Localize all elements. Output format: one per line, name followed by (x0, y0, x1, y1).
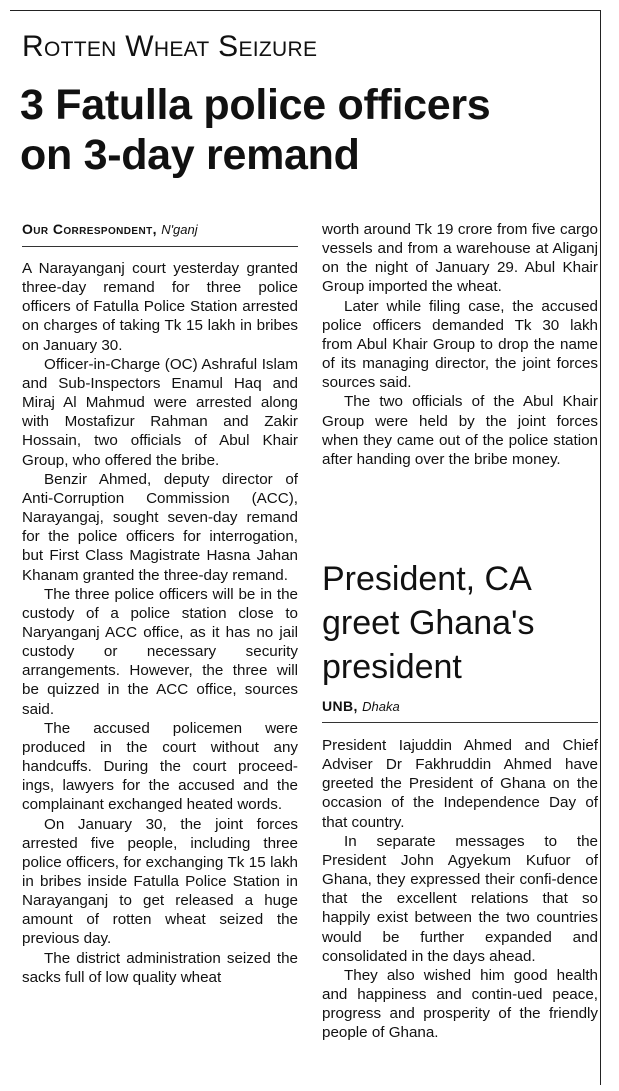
story1-byline-name: Our Correspondent, (22, 221, 157, 237)
story1-kicker: Rotten Wheat Seizure (22, 30, 318, 63)
right-border-rule (600, 10, 601, 1085)
story1-paragraph: The district administration seized the sacks full of low quality wheat (22, 949, 298, 986)
story1-paragraph: A Narayanganj court yesterday granted three-day remand for three police officers of Fatulla Police Station arrested on charges of taking Tk 15 lakh in bribes on January 30. (22, 260, 298, 354)
story1-headline (20, 80, 595, 180)
story2-byline (322, 697, 598, 716)
story2-paragraph: In separate messages to the President John Agyekum Kufuor of Ghana, they expressed their confi-dence that the excellent relations that so happily exist between the two countries would be further expanded and consolidated in the days ahead. (322, 832, 598, 965)
story2-column (322, 736, 598, 1043)
story1-column-2 (322, 220, 598, 469)
story1-paragraph: Officer-in-Charge (OC) Ashraful Islam and Sub-Inspectors Enamul Haq and Miraj Al Mahmud were arrested along with Mostafizur Rahman and Zakir Hossain, two officials of Abul Khair Group, who offered the bribe. (22, 355, 298, 469)
story1-headline-line2: on 3-day remand (20, 131, 360, 179)
story2-headline: President, CA greet Ghana's president (322, 560, 535, 686)
story1-paragraph: The two officials of the Abul Khair Group were held by the joint forces when they came out of the police station after handing over the bribe money. (322, 393, 598, 468)
story2-paragraph: President Iajuddin Ahmed and Chief Adviser Dr Fakhruddin Ahmed have greeted the President of Ghana on the occasion of the Independence Day of that country. (322, 737, 598, 831)
story2-byline-divider (322, 722, 598, 723)
story1-byline-divider (22, 246, 298, 247)
top-border-rule (10, 10, 600, 11)
story2-paragraph: They also wished him good health and happiness and contin-ued peace, progress and prosperity of the friendly people of Ghana. (322, 966, 598, 1042)
story1-paragraph-continued: worth around Tk 19 crore from five cargo vessels and from a warehouse at Aliganj on the night of January 29. Abul Khair Group imported the wheat. (322, 221, 598, 296)
story1-paragraph: The accused policemen were produced in the court without any handcuffs. During the court proceed-ings, lawyers for the accused and the complainant exchanged heated words. (22, 719, 298, 814)
story1-paragraph: The three police officers will be in the custody of a police station close to Naryanganj ACC office, as it has no jail custody or necessary security arrangements. However, the three will be quizzed in the ACC office, sources said. (22, 585, 298, 718)
story1-byline-place: N'ganj (161, 222, 198, 237)
story1-paragraph: Later while filing case, the accused police officers demanded Tk 30 lakh from Abul Khair Group to drop the name of its managing director, the joint forces sources said. (322, 297, 598, 392)
story1-paragraph: Benzir Ahmed, deputy director of Anti-Corruption Commission (ACC), Narayangaj, sought seven-day remand for the police officers for interrogation, but First Class Magistrate Hasna Jahan Khanam granted the three-day remand. (22, 470, 298, 584)
story2-byline-name: UNB, (322, 698, 358, 714)
story1-headline-line1: 3 Fatulla police officers (20, 81, 491, 129)
story2-byline-place: Dhaka (362, 699, 400, 714)
story1-column-1 (22, 259, 298, 987)
story1-byline (22, 220, 302, 239)
story1-paragraph: On January 30, the joint forces arrested five people, including three police officers, for exchanging Tk 15 lakh in bribes inside Fatulla Police Station in Narayanganj to get released a huge amount of rotten wheat seized the previous day. (22, 815, 298, 948)
